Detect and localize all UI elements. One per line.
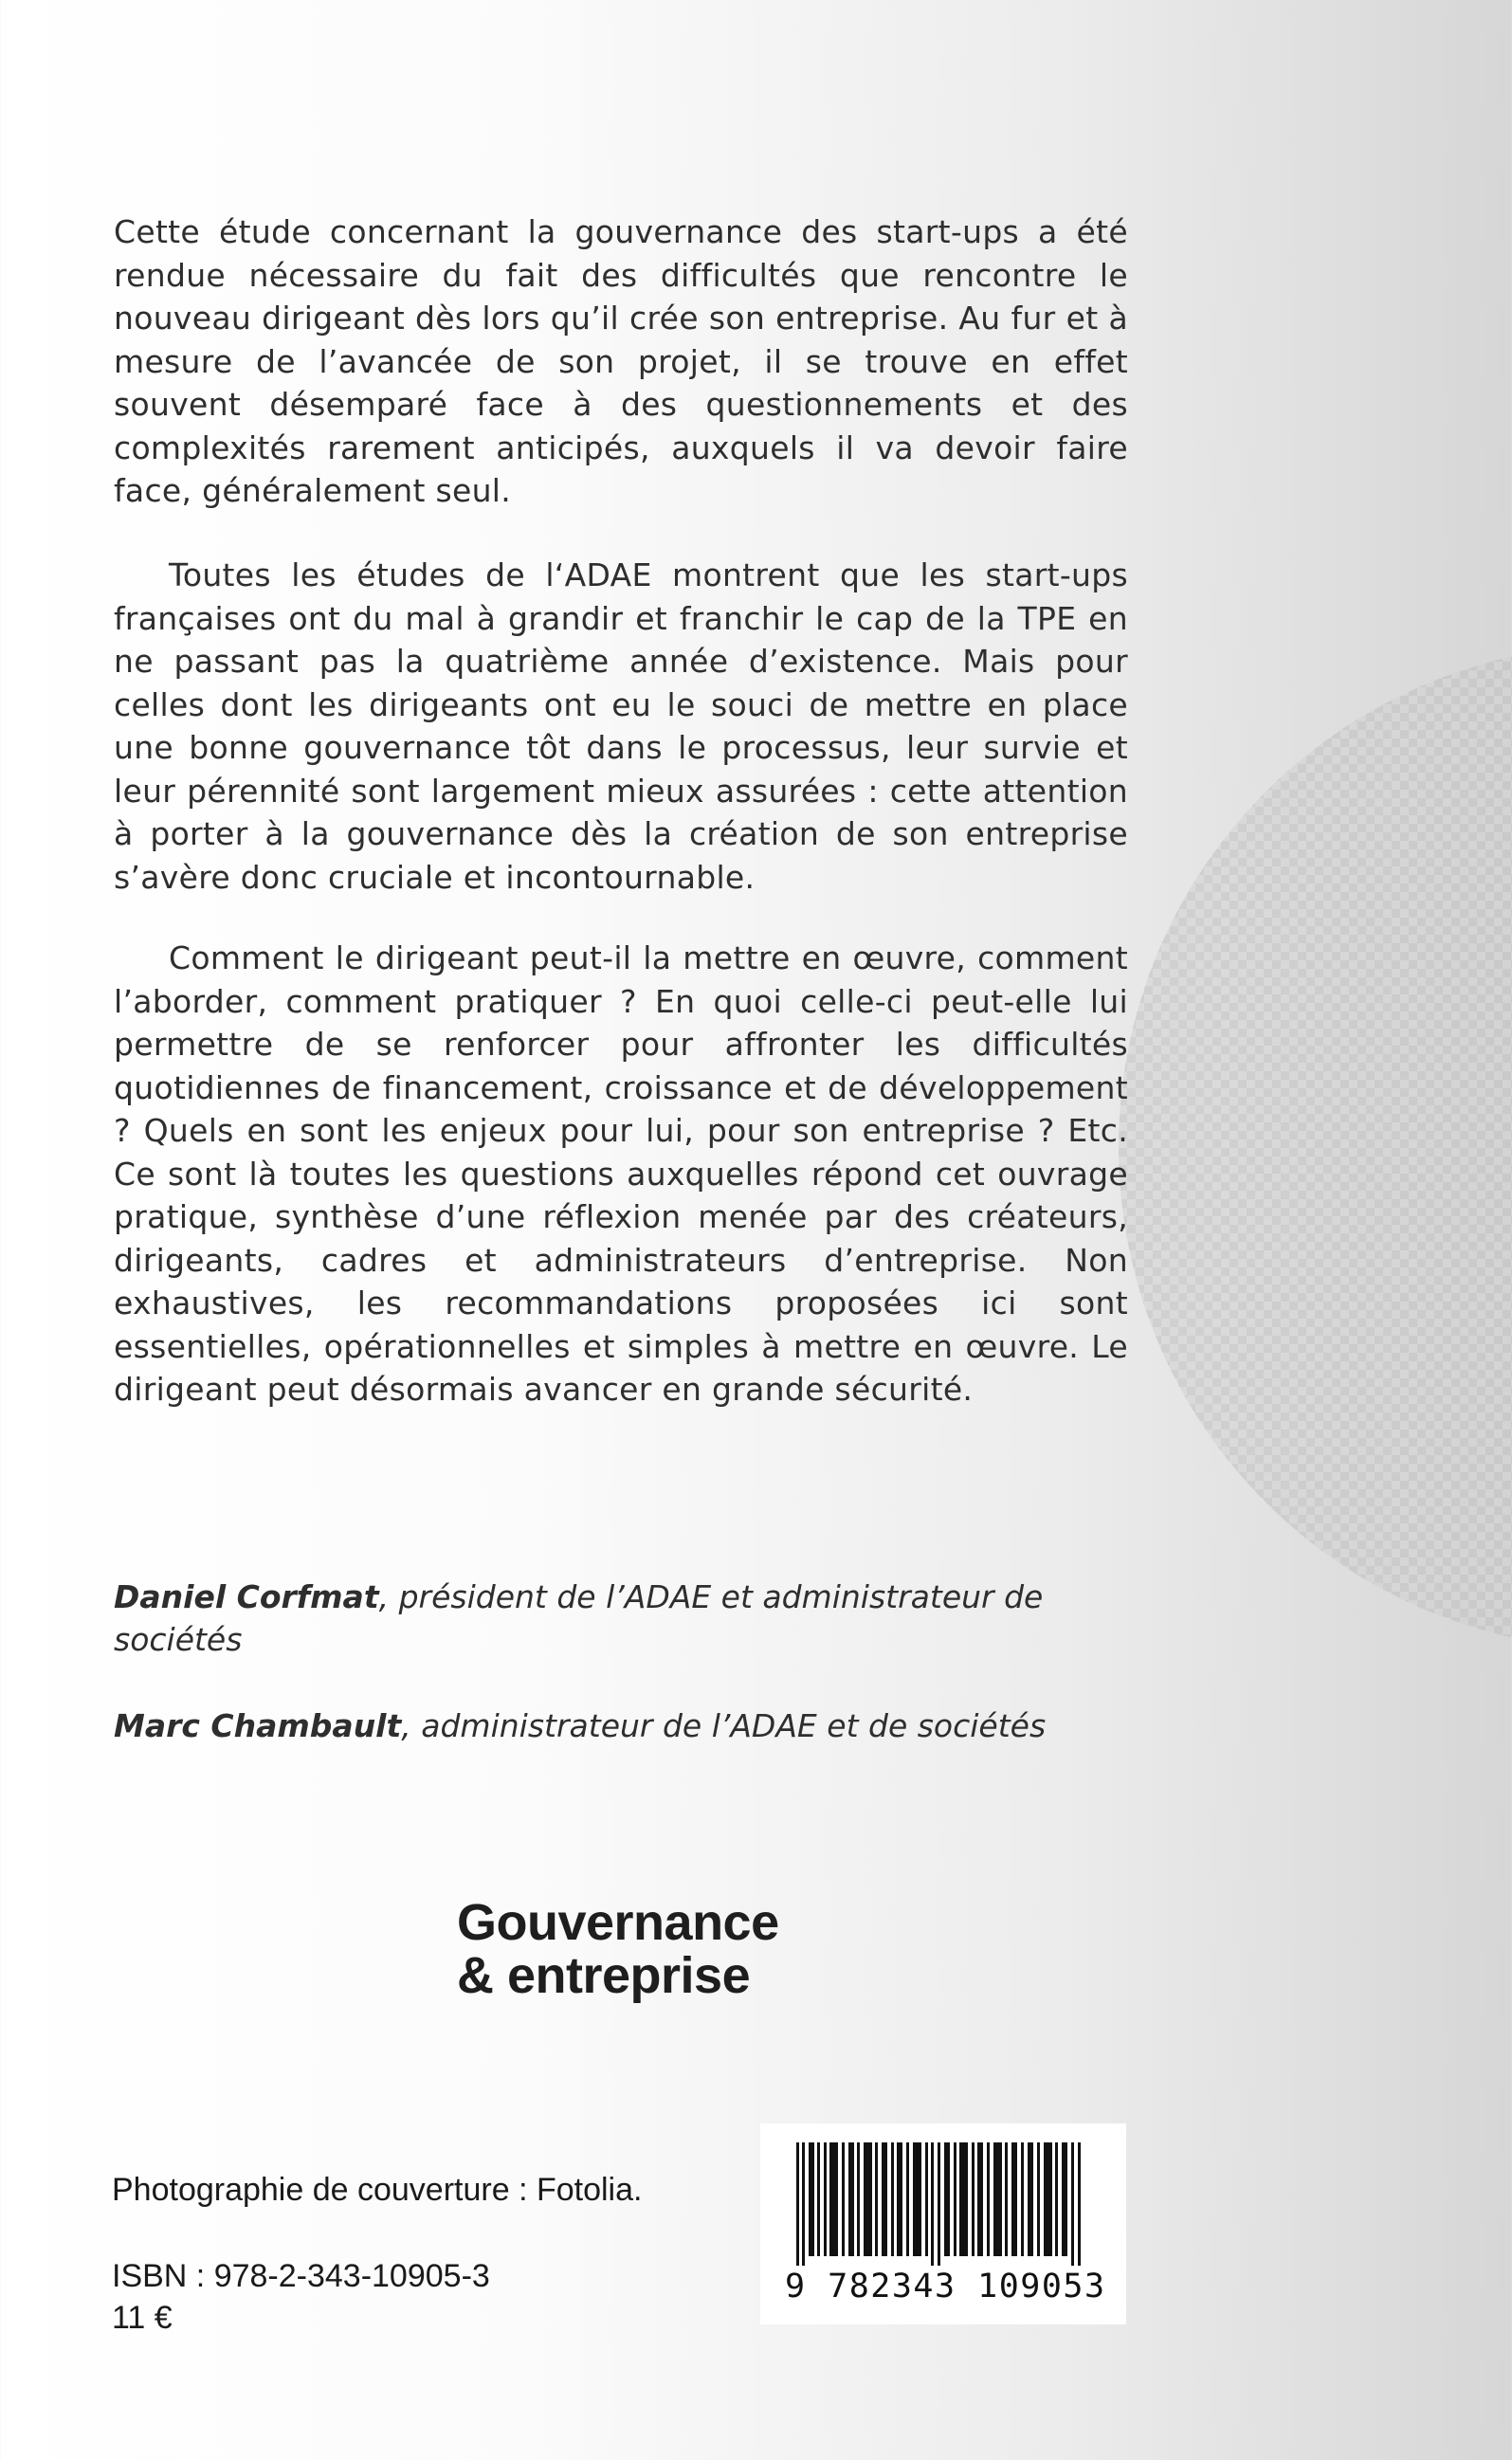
paragraph-3: Comment le dirigeant peut-il la mettre en œuvre, comment l’aborder, comment pratiquer ? En quoi celle-ci peut-elle lui permettre de se renforcer pour affronter les difficultés quotidiennes de financement, croissance et de développement ? Quels en sont les enjeux pour lui, pour son entreprise ? Etc. Ce sont là toutes les questions auxquelles répond cet ouvrage pratique, synthèse d’une réflexion menée par des créateurs, dirigeants, cadres et administrateurs d’entreprise. Non exhaustives, les recommandations proposées ici sont essentielles, opérationnelles et simples à mettre en œuvre. Le dirigeant peut désormais avancer en grande sécurité. (114, 939, 1128, 1408)
barcode-bars (796, 2142, 1090, 2266)
signature-1-name: Daniel Corfmat (114, 1578, 379, 1615)
barcode (760, 2123, 1126, 2324)
collection-line-2: & entreprise (457, 1947, 751, 2004)
decorative-halftone-disc (1119, 645, 1512, 1649)
collection-logo (457, 1896, 779, 2002)
price: 11 € (112, 2300, 173, 2336)
signature-1-role: , président de l’ADAE et administrateur de sociétés (114, 1578, 1044, 1658)
paragraph-2-block (114, 554, 1128, 899)
signature-2 (114, 1704, 1128, 1747)
signature-2-name: Marc Chambault (114, 1707, 402, 1744)
paragraph-1: Cette étude concernant la gouvernance des start-ups a été rendue nécessaire du fait des difficultés que rencontre le nouveau dirigeant dès lors qu’il crée son entreprise. Au fur et à mesure de l’avancée de son projet, il se trouve en effet souvent désemparé face à des questionnements et des complexités rarement anticipés, auxquels il va devoir faire face, généralement seul. (114, 213, 1128, 509)
paragraph-2: Toutes les études de l‘ADAE montrent que les start-ups françaises ont du mal à grandir et franchir le cap de la TPE en ne passant pas la quatrième année d’existence. Mais pour celles dont les dirigeants ont eu le souci de mettre en place une bonne gouvernance tôt dans le processus, leur survie et leur pérennité sont largement mieux assurées : cette attention à porter à la gouvernance dès la création de son entreprise s’avère donc cruciale et incontournable. (114, 556, 1128, 896)
paragraph-3-block (114, 937, 1128, 1412)
isbn: ISBN : 978-2-343-10905-3 (112, 2258, 490, 2294)
paragraph-1-block (114, 210, 1128, 513)
barcode-digits: 9 782343 109053 (785, 2268, 1106, 2305)
signature-2-role: , administrateur de l’ADAE et de sociétés (401, 1707, 1047, 1744)
collection-line-1: Gouvernance (457, 1894, 779, 1951)
photo-credit: Photographie de couverture : Fotolia. (112, 2172, 643, 2208)
signature-1 (114, 1576, 1128, 1661)
